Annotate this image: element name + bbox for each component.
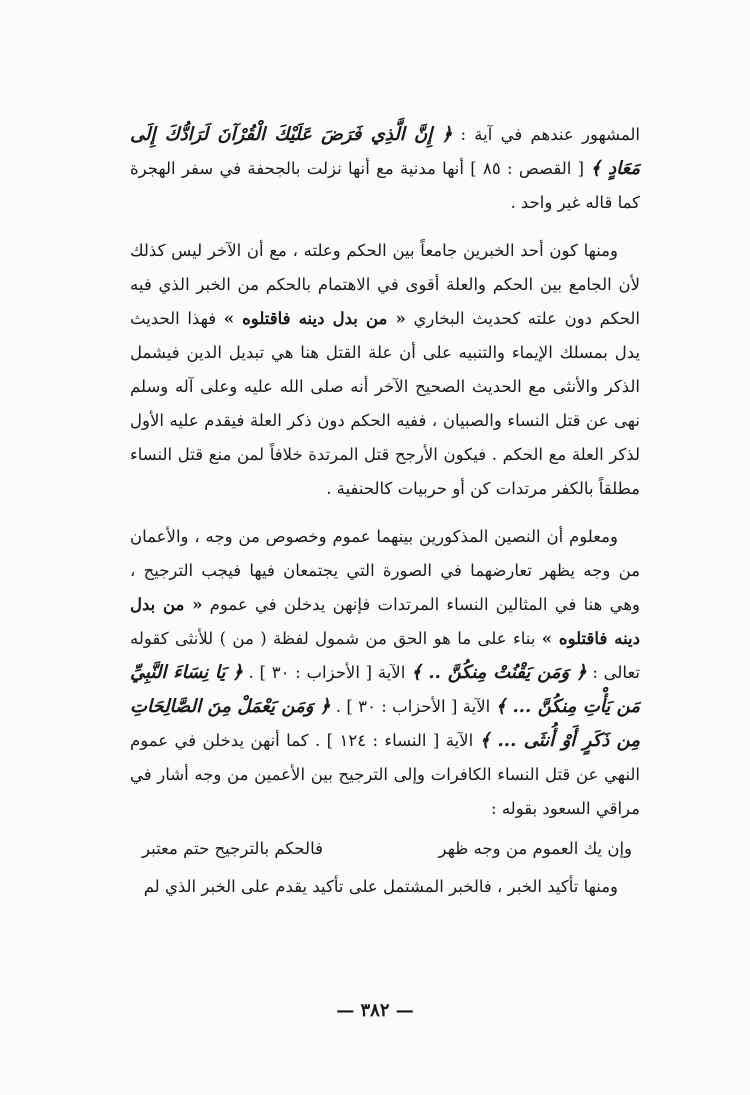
text-segment: الآية [ الأحزاب : ٣٠ ] .	[330, 697, 496, 716]
page-body	[130, 118, 640, 904]
verse-second-hemistich: فالحكم بالترجيح حتم معتبر	[142, 839, 324, 858]
text-segment: ومنها كون أحد الخبرين جامعاً بين الحكم وعلته ، مع أن الآخر ليس كذلك لأن الجامع بين الحكم والعلة أقوى في الاهتمام بالحكم من الخبر الذي فيه الحكم دون علته كحديث البخاري	[130, 241, 640, 328]
paragraph-4: ومنها تأكيد الخبر ، فالخبر المشتمل على تأكيد يقدم على الخبر الذي لم	[143, 877, 618, 896]
text-segment: [ القصص : ٨٥ ] أنها مدنية مع أنها نزلت بالجحفة في سفر الهجرة كما قاله غير واحد .	[130, 159, 640, 212]
page-number: — ٣٨٢ —	[336, 1000, 414, 1021]
poem-verse	[130, 832, 640, 866]
text-segment: الآية [ النساء : ١٢٤ ] . كما أنهن يدخلن في عموم النهي عن قتل النساء الكافرات وإلى الترجيح بين الأعمين من وجه أشار في مراقي السعود بقوله :	[130, 731, 640, 818]
paragraph-1	[130, 118, 640, 220]
quran-verse: ﴿ إِنَّ الَّذِي فَرَضَ عَلَيْكَ الْقُرْآنَ لَرَادُّكَ إِلَى مَعَادٍ ﴾	[130, 124, 640, 179]
quran-verse: ﴿ وَمَن يَقْنُتْ مِنكُنَّ .. ﴾	[411, 662, 587, 683]
hadith-quote: « من بدل دينه فاقتلوه »	[130, 595, 640, 648]
text-segment: الآية [ الأحزاب : ٣٠ ] .	[242, 663, 412, 682]
paragraph-3	[130, 520, 640, 826]
text-segment: المشهور عندهم في آية :	[452, 125, 640, 144]
quran-verse: ﴿ يَا نِسَاءَ النَّبِيِّ مَن يَأْتِ مِنكُنَّ ... ﴾	[130, 662, 640, 717]
verse-first-hemistich: وإن يك العموم من وجه ظهر	[438, 839, 632, 858]
text-segment: ومعلوم أن النصين المذكورين بينهما عموم وخصوص من وجه ، والأعمان من وجه يظهر تعارضهما في الصورة التي يجتمعان فيها فيجب الترجيح ، وهي هنا في المثالين النساء المرتدات فإنهن يدخلن في عموم	[130, 527, 640, 614]
paragraph-2	[130, 234, 640, 506]
hadith-quote: « من بدل دينه فاقتلوه »	[223, 309, 406, 328]
quran-verse: ﴿ وَمَن يَعْمَلْ مِنَ الصَّالِحَاتِ مِن ذَكَرٍ أَوْ أُنثَى ... ﴾	[130, 696, 641, 751]
text-segment: فهذا الحديث يدل بمسلك الإيماء والتنبيه على أن علة القتل هنا هي تبديل الدين فيشمل الذكر والأنثى مع الحديث الصحيح الآخر أنه صلى الله عليه وعلى آله وسلم نهى عن قتل النساء والصبيان ، ففيه الحكم دون ذكر العلة فيقدم عليه الأول لذكر العلة مع الحكم . فيكون الأرجح قتل المرتدة خلافاً لمن منع قتل النساء مطلقاً بالكفر مرتدات كن أو حربيات كالحنفية .	[130, 309, 640, 498]
text-segment: بناء على ما هو الحق من شمول لفظة ( من ) للأنثى كقوله تعالى :	[130, 629, 640, 682]
